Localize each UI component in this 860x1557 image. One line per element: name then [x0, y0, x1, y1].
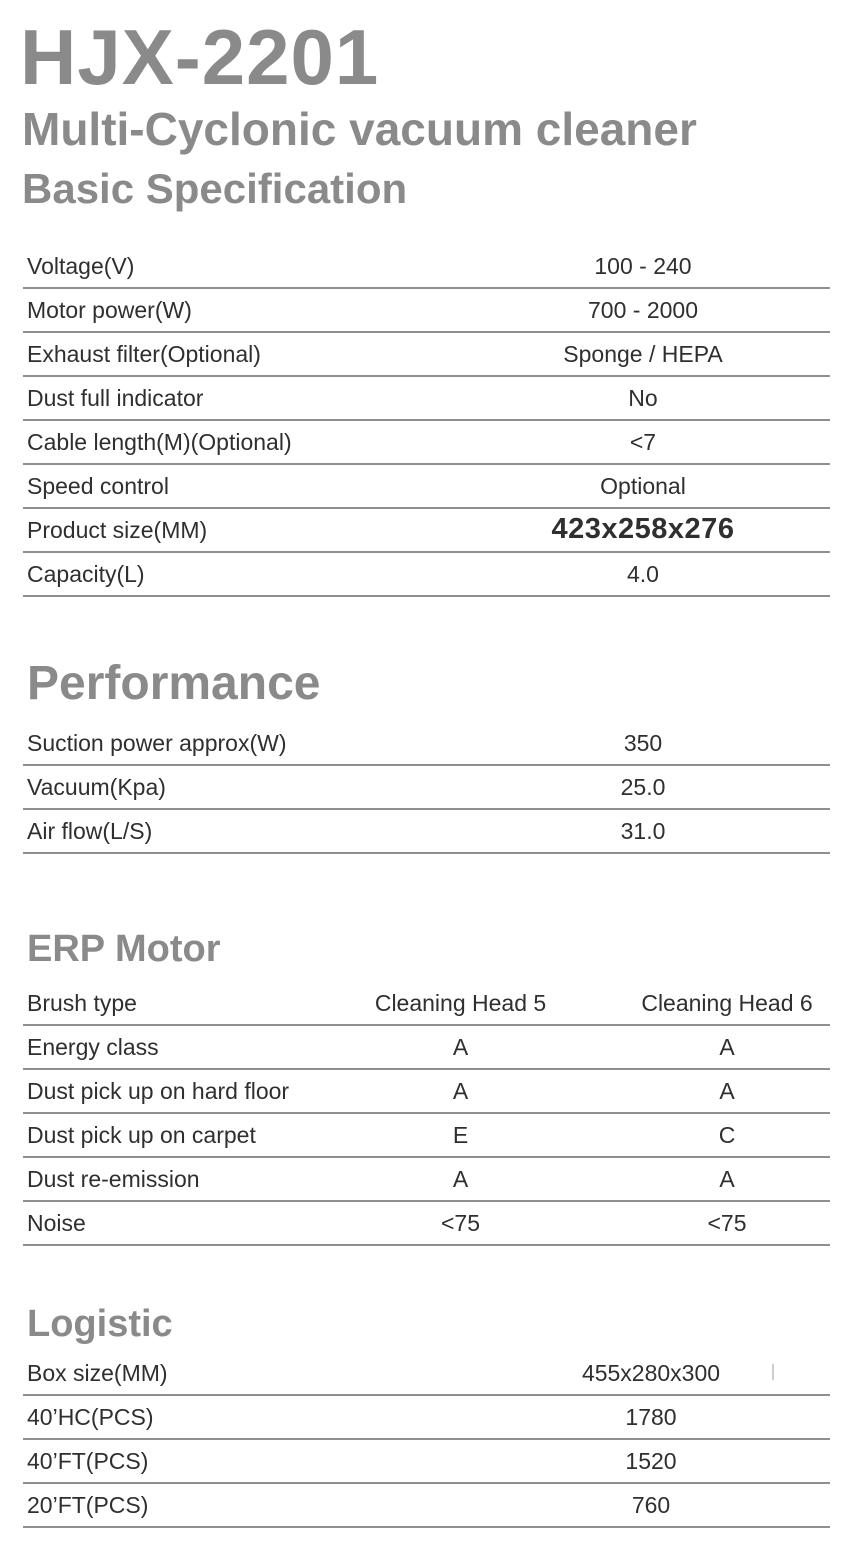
logistic-label: 20’FT(PCS)	[27, 1492, 149, 1518]
spec-value: Optional	[600, 473, 686, 499]
erp-row	[23, 1114, 830, 1158]
erp-value-col2: A	[719, 1166, 735, 1192]
spec-label: Motor power(W)	[27, 297, 192, 323]
spec-row	[23, 289, 830, 333]
logistic-row	[23, 1484, 830, 1528]
erp-value-col1: A	[452, 1166, 469, 1192]
erp-row	[23, 1158, 830, 1202]
performance-heading: Performance	[27, 657, 321, 710]
spec-label: Capacity(L)	[27, 561, 145, 587]
erp-label: Dust re-emission	[27, 1166, 200, 1192]
spec-value: 700 - 2000	[588, 297, 698, 323]
logistic-table	[23, 1352, 830, 1528]
performance-value: 350	[623, 730, 663, 756]
logistic-label: 40’FT(PCS)	[27, 1448, 149, 1474]
spec-value: No	[628, 385, 658, 411]
logistic-value: 760	[631, 1492, 671, 1518]
logistic-row	[23, 1352, 830, 1396]
performance-label: Air flow(L/S)	[27, 818, 153, 844]
spec-value: 4.0	[627, 561, 659, 587]
erp-motor-table	[23, 982, 830, 1246]
erp-value-col2: A	[719, 1078, 735, 1104]
spec-row	[23, 509, 830, 553]
erp-value-col1: A	[452, 1034, 469, 1060]
spec-value: 423x258x276	[551, 513, 735, 545]
erp-header-col2: Cleaning Head 6	[641, 990, 813, 1016]
performance-value: 31.0	[620, 818, 666, 844]
spec-row	[23, 465, 830, 509]
performance-row	[23, 810, 830, 854]
spec-label: Exhaust filter(Optional)	[27, 341, 261, 367]
erp-header-row	[23, 982, 830, 1026]
spec-label: Voltage(V)	[27, 253, 135, 279]
spec-label: Dust full indicator	[27, 385, 204, 411]
spec-value: <7	[629, 429, 657, 455]
model-title: HJX-2201	[20, 13, 380, 101]
performance-value: 25.0	[620, 774, 666, 800]
erp-value-col2: A	[719, 1034, 735, 1060]
spec-row	[23, 421, 830, 465]
erp-value-col1: A	[452, 1078, 469, 1104]
logistic-value: 1780	[625, 1404, 677, 1430]
logistic-label: Box size(MM)	[27, 1360, 168, 1386]
spec-label: Cable length(M)(Optional)	[27, 429, 292, 455]
erp-row	[23, 1026, 830, 1070]
erp-motor-heading: ERP Motor	[27, 928, 221, 970]
erp-label: Energy class	[27, 1034, 159, 1060]
logistic-heading: Logistic	[27, 1303, 173, 1345]
performance-label: Suction power approx(W)	[27, 730, 287, 756]
logistic-value: 455x280x300	[581, 1360, 721, 1386]
spec-value: 100 - 240	[594, 253, 692, 279]
erp-value-col1: E	[452, 1122, 469, 1148]
performance-row	[23, 722, 830, 766]
erp-label: Dust pick up on carpet	[27, 1122, 256, 1148]
performance-label: Vacuum(Kpa)	[27, 774, 166, 800]
erp-header-col1: Cleaning Head 5	[374, 990, 547, 1016]
erp-label: Noise	[27, 1210, 86, 1236]
logistic-value: 1520	[625, 1448, 677, 1474]
spec-label: Product size(MM)	[27, 517, 208, 543]
spec-row	[23, 377, 830, 421]
spec-row	[23, 553, 830, 597]
spec-label: Speed control	[27, 473, 169, 499]
spec-row	[23, 245, 830, 289]
basic-spec-table	[23, 245, 830, 597]
spec-value: Sponge / HEPA	[563, 341, 723, 367]
spec-title: Basic Specification	[22, 165, 408, 212]
performance-table	[23, 722, 830, 854]
erp-value-col1: <75	[440, 1210, 480, 1236]
erp-value-col2: <75	[707, 1210, 747, 1236]
logistic-row	[23, 1440, 830, 1484]
erp-header-label: Brush type	[27, 990, 137, 1016]
product-name: Multi-Cyclonic vacuum cleaner	[22, 103, 697, 155]
erp-row	[23, 1070, 830, 1114]
logistic-row	[23, 1396, 830, 1440]
erp-row	[23, 1202, 830, 1246]
erp-value-col2: C	[718, 1122, 736, 1148]
erp-label: Dust pick up on hard floor	[27, 1078, 290, 1104]
spec-row	[23, 333, 830, 377]
divider-tick	[772, 1364, 774, 1380]
logistic-label: 40’HC(PCS)	[27, 1404, 154, 1430]
performance-row	[23, 766, 830, 810]
